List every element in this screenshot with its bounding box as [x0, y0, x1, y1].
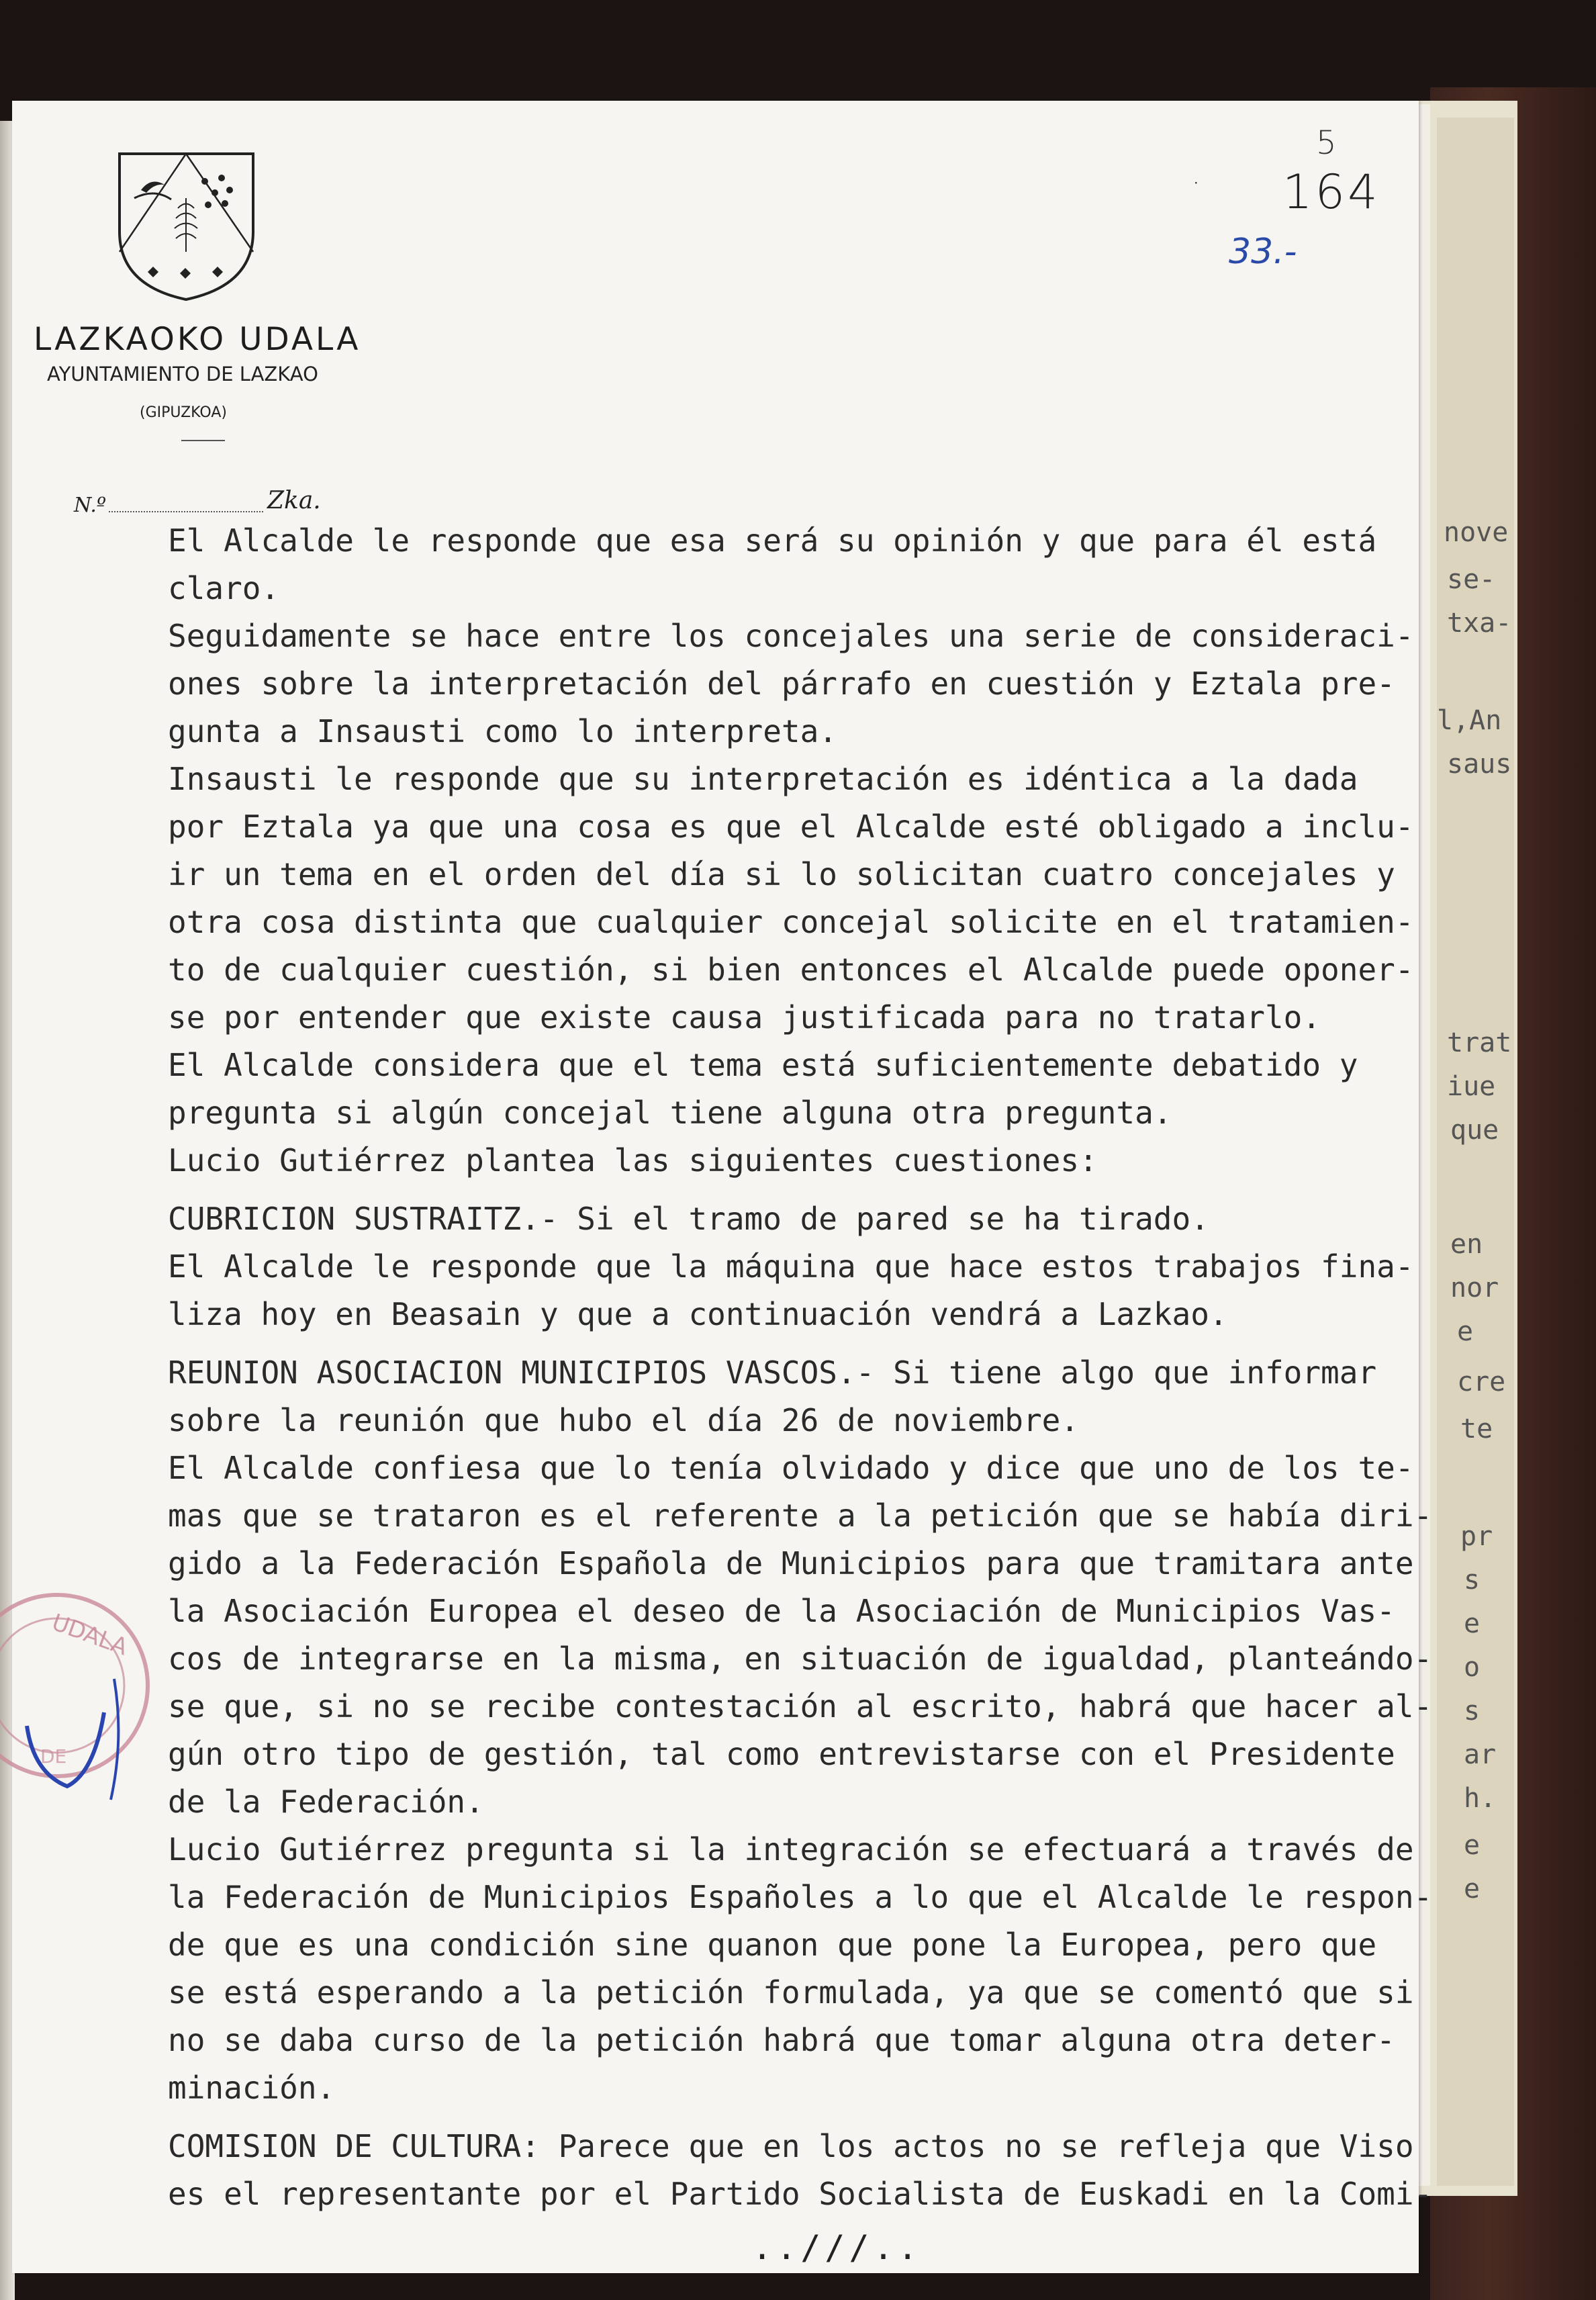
text-line: no se daba curso de la petición habrá que tomar alguna otra deter-: [168, 2022, 1395, 2058]
margin-fragment: s: [1464, 1565, 1481, 1596]
text-line: COMISION DE CULTURA: Parece que en los actos no se refleja que Viso: [168, 2128, 1414, 2164]
text-line: ones sobre la interpretación del párrafo en cuestión y Eztala pre-: [168, 665, 1395, 702]
municipal-crest-icon: [114, 151, 259, 302]
text-line: to de cualquier cuestión, si bien entonces el Alcalde puede oponer-: [168, 952, 1414, 988]
text-line: pregunta si algún concejal tiene alguna otra pregunta.: [168, 1095, 1172, 1131]
margin-fragment: nove: [1444, 517, 1509, 548]
text-line: gido a la Federación Española de Municipios para que tramitara ante: [168, 1545, 1414, 1581]
text-line: gún otro tipo de gestión, tal como entrevistarse con el Presidente: [168, 1736, 1395, 1772]
paragraph-gap: [168, 1185, 1444, 1195]
text-line: de la Federación.: [168, 1784, 484, 1820]
text-line: Lucio Gutiérrez pregunta si la integración se efectuará a través de: [168, 1831, 1414, 1868]
text-line: claro.: [168, 570, 280, 606]
text-line: la Asociación Europea el deseo de la Asociación de Municipios Vas-: [168, 1593, 1395, 1629]
municipal-seal-stamp: [0, 1571, 168, 1813]
margin-fragment: o: [1464, 1652, 1481, 1683]
text-line: REUNION ASOCIACION MUNICIPIOS VASCOS.- Si tiene algo que informar: [168, 1354, 1377, 1391]
header-divider: [181, 440, 225, 441]
text-line: de que es una condición sine quanon que pone la Europea, pero que: [168, 1927, 1377, 1963]
municipality-title: LAZKAOKO UDALA: [34, 321, 361, 358]
margin-fragment: e: [1457, 1316, 1474, 1347]
number-field-dots: [109, 511, 263, 512]
text-line: se por entender que existe causa justificada para no tratarlo.: [168, 999, 1321, 1036]
blue-ink-number: 33.-: [1229, 232, 1297, 272]
minutes-body-text: [168, 517, 1444, 2218]
text-line: se que, si no se recibe contestación al escrito, habrá que hacer al-: [168, 1688, 1433, 1724]
margin-fragment: ar: [1464, 1739, 1497, 1770]
text-line: Insausti le responde que su interpretación es idéntica a la dada: [168, 761, 1358, 797]
text-line: es el representante por el Partido Socialista de Euskadi en la Comi-: [168, 2176, 1433, 2212]
folio-dot: ·: [1192, 168, 1201, 199]
folio-small-number: 5: [1316, 124, 1337, 162]
municipality-subtitle: AYUNTAMIENTO DE LAZKAO: [47, 363, 318, 385]
margin-fragment: te: [1460, 1414, 1493, 1444]
margin-fragment: s: [1464, 1696, 1481, 1727]
paragraph-gap: [168, 2112, 1444, 2123]
margin-fragment: txa-: [1447, 608, 1512, 639]
continuation-mark: ..///..: [752, 2228, 922, 2267]
province-label: (GIPUZKOA): [140, 404, 227, 421]
margin-fragment: e: [1464, 1874, 1481, 1904]
text-line: cos de integrarse en la misma, en situación de igualdad, planteándo-: [168, 1641, 1433, 1677]
text-line: sobre la reunión que hubo el día 26 de noviembre.: [168, 1402, 1080, 1438]
text-line: ir un tema en el orden del día si lo solicitan cuatro concejales y: [168, 856, 1395, 892]
margin-fragment: se-: [1447, 564, 1496, 595]
svg-text:UDALA: UDALA: [48, 1608, 132, 1661]
text-line: El Alcalde confiesa que lo tenía olvidado y dice que uno de los te-: [168, 1450, 1414, 1486]
text-line: otra cosa distinta que cualquier concejal solicite en el tratamien-: [168, 904, 1414, 940]
text-line: la Federación de Municipios Españoles a lo que el Alcalde le respon-: [168, 1879, 1433, 1915]
text-line: se está esperando a la petición formulada, ya que se comentó que si: [168, 1974, 1414, 2011]
zka-label: Zka.: [267, 487, 321, 514]
margin-fragment: e: [1464, 1608, 1481, 1639]
text-line: por Eztala ya que una cosa es que el Alcalde esté obligado a inclu-: [168, 809, 1414, 845]
text-line: liza hoy en Beasain y que a continuación vendrá a Lazkao.: [168, 1296, 1228, 1332]
margin-fragment: en: [1450, 1229, 1483, 1260]
margin-fragment: iue: [1447, 1071, 1496, 1102]
margin-fragment: nor: [1450, 1273, 1499, 1303]
margin-fragment: pr: [1460, 1521, 1493, 1552]
margin-fragment: cre: [1457, 1367, 1506, 1397]
text-line: mas que se trataron es el referente a la petición que se había diri-: [168, 1498, 1433, 1534]
text-line: El Alcalde le responde que la máquina que hace estos trabajos fina-: [168, 1248, 1414, 1285]
margin-fragment: h.: [1464, 1783, 1497, 1814]
text-line: El Alcalde le responde que esa será su opinión y que para él está: [168, 522, 1377, 559]
margin-fragment: e: [1464, 1830, 1481, 1861]
svg-text:DE: DE: [40, 1745, 67, 1767]
text-line: gunta a Insausti como lo interpreta.: [168, 713, 837, 749]
number-label: N.º: [74, 494, 106, 517]
folio-number: 164: [1282, 165, 1380, 220]
margin-fragment: que: [1450, 1115, 1499, 1146]
text-line: Lucio Gutiérrez plantea las siguientes cuestiones:: [168, 1142, 1098, 1179]
margin-fragment: l,An: [1437, 705, 1502, 736]
text-line: CUBRICION SUSTRAITZ.- Si el tramo de pared se ha tirado.: [168, 1201, 1209, 1237]
margin-fragment: trat: [1447, 1027, 1512, 1058]
text-line: Seguidamente se hace entre los concejales una serie de consideraci-: [168, 618, 1414, 654]
margin-fragment: saus: [1447, 749, 1512, 780]
text-line: El Alcalde considera que el tema está suficientemente debatido y: [168, 1047, 1358, 1083]
paragraph-gap: [168, 1338, 1444, 1349]
text-line: minación.: [168, 2070, 336, 2106]
